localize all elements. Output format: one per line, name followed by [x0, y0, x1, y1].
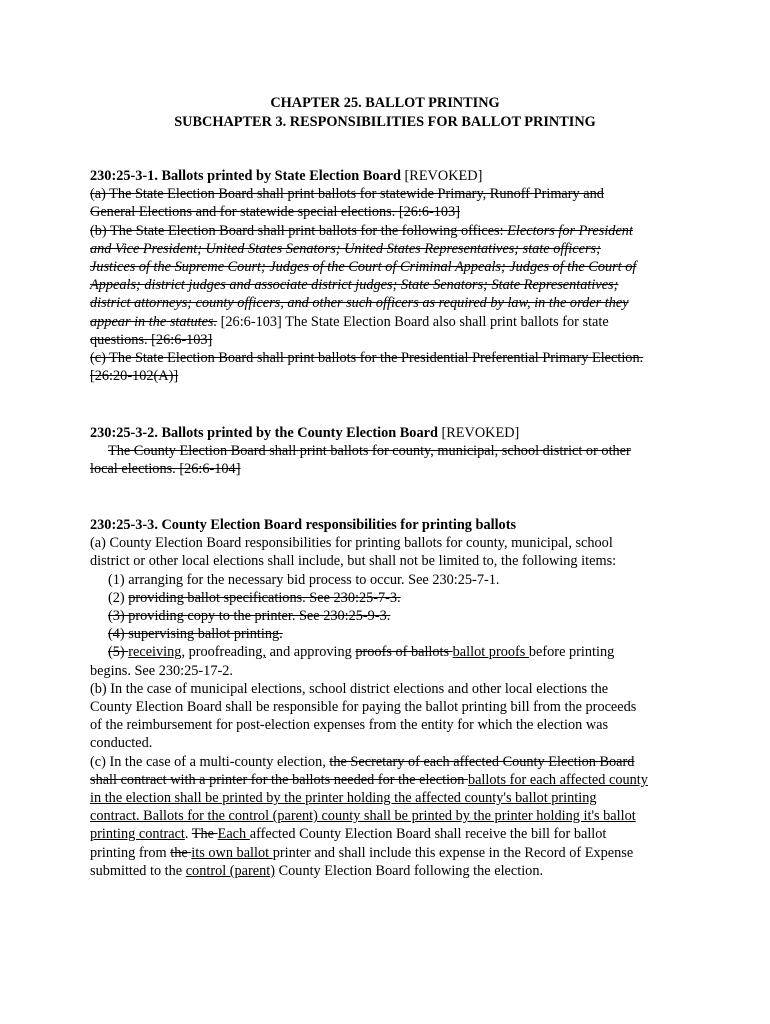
paragraph-a: (a) County Election Board responsibilities for printing ballots for county, municipal, school: [90, 535, 613, 552]
paragraph-b: (b) In the case of municipal elections, school district elections and other local elections the: [90, 680, 609, 697]
section-230-25-3-2: 230:25-3-2. Ballots printed by the County Election Board [REVOKED] The County Election Board shall print ballots for county, municipal, school district or other local elections. [26:6-104]: [90, 424, 690, 479]
list-item-3: (3) providing copy to the printer. See 230:25-9-3.: [108, 608, 391, 625]
section-heading: 230:25-3-3. County Election Board responsibilities for printing ballots: [90, 517, 517, 533]
paragraph-c: (c) In the case of a multi-county election, the Secretary of each affected County Election Board: [90, 753, 635, 770]
chapter-title: CHAPTER 25. BALLOT PRINTING: [270, 95, 500, 111]
subchapter-title: SUBCHAPTER 3. RESPONSIBILITIES FOR BALLOT PRINTING: [174, 114, 596, 130]
list-item-5: (5) receiving, proofreading, and approving proofs of ballots ballot proofs before printing: [108, 644, 615, 661]
paragraph: The County Election Board shall print ballots for county, municipal, school district or other: [108, 443, 631, 460]
list-item-4: (4) supervising ballot printing.: [108, 626, 283, 643]
section-230-25-3-1: 230:25-3-1. Ballots printed by State Election Board [REVOKED] (a) The State Election Board shall print ballots for statewide Primary, Runoff Primary and General Elections and for statewide special elections. [26:6-103] (b) The State Election Board shall print ballots for the following offices: Electors for President and Vice President; United States Senators; United States Representatives; state officers; Justices of the Supreme Court; Judges of the Court of Criminal Appeals; Judges of the Court of Appeals; district judges and associate district judges; State Senators; State Representatives; district attorneys; county officers, and other such officers as required by law, in the order they appear in the statutes. [26:6-103] The State Election Board also shall print ballots for state questions. [26:6-103] (c) The State Election Board shall print ballots for the Presidential Preferential Primary Election. [26:20-102(A)]: [90, 167, 690, 385]
list-item-2: (2) providing ballot specifications. See 230:25-7-3.: [108, 589, 401, 606]
paragraph-c: (c) The State Election Board shall print ballots for the Presidential Preferential Primary Election.: [90, 350, 644, 367]
list-item-1: (1) arranging for the necessary bid process to occur. See 230:25-7-1.: [108, 571, 500, 588]
section-heading: 230:25-3-2. Ballots printed by the County Election Board [REVOKED]: [90, 425, 520, 441]
revoked-status: [REVOKED]: [400, 168, 483, 184]
paragraph-b: (b) The State Election Board shall print ballots for the following offices: Electors for President: [90, 222, 633, 239]
section-heading: 230:25-3-1. Ballots printed by State Election Board [REVOKED]: [90, 168, 483, 184]
section-230-25-3-3: 230:25-3-3. County Election Board responsibilities for printing ballots (a) County Election Board responsibilities for printing ballots for county, municipal, school district or other local elections shall include, but shall not be limited to, the following items: (1) arranging for the necessary bid process to occur. See 230:25-7-1. (2) providing ballot specifications. See 230:25-7-3. (3) providing copy to the printer. See 230:25-9-3. (4) supervising ballot printing. (5) receiving, proofreading, and approving proofs of ballots ballot proofs before printing begins. See 230:25-17-2. (b) In the case of municipal elections, school district elections and other local elections the County Election Board shall be responsible for paying the ballot printing bill from the proceeds of the reimbursement for post-election expenses from the entity for which the election was conducted. (c) In the case of a multi-county election, the Secretary of each affected County Election Board shall contract with a printer for the ballots needed for the election ballots for each affected county in the election shall be printed by the printer holding the affected county's ballot printing contract. Ballots for the control (parent) county shall be printed by the printer holding it's ballot printing contract. The Each affected County Election Board shall receive the bill for ballot printing from the its own ballot printer and shall include this expense in the Record of Expense submitted to the control (parent) County Election Board following the election.: [90, 516, 690, 880]
revoked-status: [REVOKED]: [437, 425, 520, 441]
paragraph-a: (a) The State Election Board shall print ballots for statewide Primary, Runoff Primary and: [90, 186, 604, 203]
